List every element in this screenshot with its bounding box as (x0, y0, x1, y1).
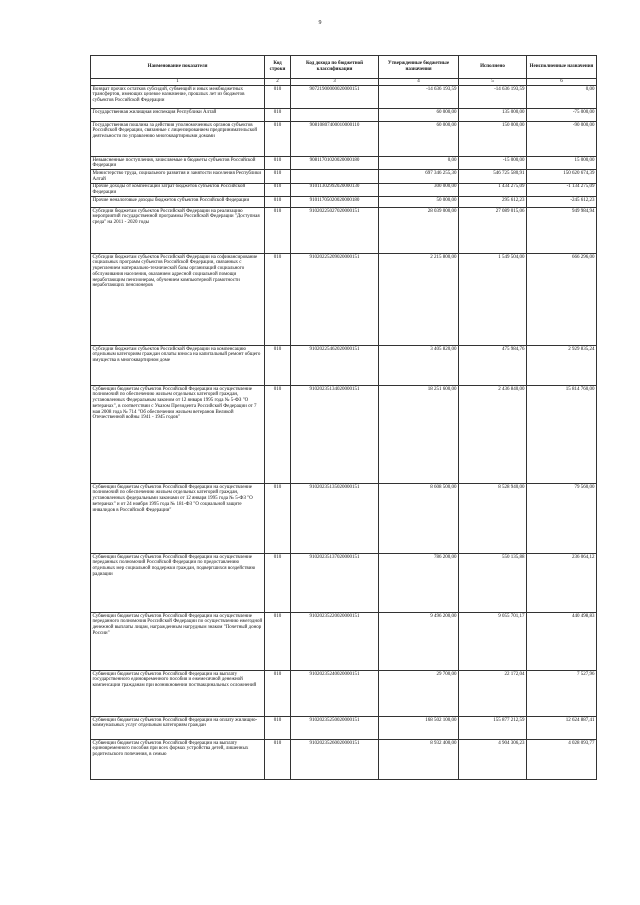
row-income-code-cell: 90721900000020000151 (291, 86, 379, 109)
row-name-cell: Министерство труда, социального развития и занятости населения Республики Алтай (91, 170, 265, 183)
row-name-cell: Субсидии бюджетам субъектов Российской Федерации на компенсацию отдельным категориям граждан оплаты взноса на капитальный ремонт общего имущества в многоквартирном доме (91, 346, 265, 386)
row-code-cell: 010 (265, 208, 291, 254)
row-approved-cell: 786 200,00 (379, 554, 459, 613)
row-code-cell: 010 (265, 197, 291, 208)
row-unexecuted-cell: 12 624 887,41 (527, 717, 597, 740)
row-unexecuted-cell: 236 064,12 (527, 554, 597, 613)
table-row (91, 183, 597, 196)
row-name-cell: Субвенции бюджетам субъектов Российской Федерации на оплату жилищно-коммунальных услуг отдельным категориям граждан (91, 717, 265, 740)
row-unexecuted-cell: 949 984,94 (527, 208, 597, 254)
budget-execution-table (90, 55, 597, 780)
header-unexecuted: Неисполненные назначения (527, 56, 597, 79)
row-approved-cell: 18 251 600,00 (379, 386, 459, 484)
header-approved: Утвержденные бюджетные назначения (379, 56, 459, 79)
row-code-cell: 010 (265, 346, 291, 386)
row-executed-cell: 150 000,00 (459, 122, 527, 157)
row-code-cell: 010 (265, 170, 291, 183)
row-income-code-cell: 91011705020020000180 (291, 197, 379, 208)
row-code-cell: 010 (265, 183, 291, 196)
table-row (91, 197, 597, 208)
table-row (91, 254, 597, 346)
row-income-code-cell: 91020235134020000151 (291, 386, 379, 484)
row-executed-cell: 155 877 212,59 (459, 717, 527, 740)
row-code-cell: 010 (265, 86, 291, 109)
row-unexecuted-cell: 15 000,00 (527, 157, 597, 170)
table-row (91, 170, 597, 183)
row-unexecuted-cell: 4 028 093,77 (527, 740, 597, 780)
row-code-cell: 010 (265, 717, 291, 740)
column-number: 4 (379, 79, 459, 86)
row-code-cell: 010 (265, 254, 291, 346)
row-income-code-cell: 91020225462020000151 (291, 346, 379, 386)
row-income-code-cell: 91020235137020000151 (291, 554, 379, 613)
table-row (91, 484, 597, 554)
header-code: Код строки (265, 56, 291, 79)
row-approved-cell: 3 405 820,00 (379, 346, 459, 386)
row-income-code-cell: 90810807400010000110 (291, 122, 379, 157)
row-name-cell: Субсидии бюджетам субъектов Российской Федерации на реализацию мероприятий государственной программы Российской Федерации "Доступная среда" на 2011 - 2020 годы (91, 208, 265, 254)
header-executed: Исполнено (459, 56, 527, 79)
row-income-code-cell: 91020235220020000151 (291, 613, 379, 671)
row-executed-cell: 1 549 504,00 (459, 254, 527, 346)
table-row (91, 346, 597, 386)
table-row (91, 86, 597, 109)
row-code-cell: 010 (265, 109, 291, 122)
row-unexecuted-cell: -245 612,23 (527, 197, 597, 208)
row-income-code-cell: 91020235135020000151 (291, 484, 379, 554)
row-unexecuted-cell: 150 620 674,39 (527, 170, 597, 183)
row-unexecuted-cell: 79 560,00 (527, 484, 597, 554)
row-approved-cell: 60 000,00 (379, 109, 459, 122)
row-executed-cell: 546 725 580,91 (459, 170, 527, 183)
row-executed-cell: -14 636 193,59 (459, 86, 527, 109)
row-name-cell: Субсидии бюджетам субъектов Российской Федерации на софинансирование социальных программ субъектов Российской Федерации, связанных с укреплением материально-технической базы организаций социального обслуживания населения, оказанием адресной социальной помощи неработающим пенсионерам, обучением компьютерной грамотности неработающих пенсионеров (91, 254, 265, 346)
column-number: 6 (527, 79, 597, 86)
row-name-cell: Государственная жилищная инспекция Республики Алтай (91, 109, 265, 122)
row-income-code-cell: 90811701020020000180 (291, 157, 379, 170)
row-approved-cell: 50 000,00 (379, 197, 459, 208)
row-income-code-cell: 91020225209020000151 (291, 254, 379, 346)
row-name-cell: Субвенции бюджетам субъектов Российской Федерации на осуществление переданных полномочий Российской Федерации по предоставлению отдельных мер социальной поддержки граждан, подвергшихся воздействию радиации (91, 554, 265, 613)
row-name-cell: Субвенции бюджетам субъектов Российской Федерации на осуществление полномочий по обеспечению жильем отдельных категорий граждан, установленных федеральными законами от 12 января 1995 года № 5-ФЗ "О ветеранах" и от 24 ноября 1995 года № 181-ФЗ "О социальной защите инвалидов в Российской Федерации" (91, 484, 265, 554)
row-executed-cell: 475 984,76 (459, 346, 527, 386)
row-executed-cell: 8 528 940,00 (459, 484, 527, 554)
row-income-code-cell (291, 170, 379, 183)
row-name-cell: Субвенции бюджетам субъектов Российской Федерации на осуществление переданного полномочия Российской Федерации по осуществлению ежегодной денежной выплаты лицам, награжденным нагрудным знаком "Почетный донор России" (91, 613, 265, 671)
row-executed-cell: 22 172,04 (459, 671, 527, 717)
row-unexecuted-cell: 440 498,83 (527, 613, 597, 671)
row-income-code-cell (291, 109, 379, 122)
row-name-cell: Прочие доходы от компенсации затрат бюджетов субъектов Российской Федерации (91, 183, 265, 196)
row-executed-cell: 2 436 840,00 (459, 386, 527, 484)
table-row (91, 671, 597, 717)
row-code-cell: 010 (265, 386, 291, 484)
table-row (91, 386, 597, 484)
row-code-cell: 010 (265, 671, 291, 717)
row-approved-cell: 8 932 400,00 (379, 740, 459, 780)
row-approved-cell: 8 608 500,00 (379, 484, 459, 554)
page-number: 9 (318, 20, 322, 26)
row-executed-cell: 135 000,00 (459, 109, 527, 122)
row-code-cell: 010 (265, 613, 291, 671)
row-name-cell: Субвенции бюджетам субъектов Российской Федерации на выплату государственного единовременного пособия и ежемесячной денежной компенсации гражданам при возникновении поствакцинальных осложнений (91, 671, 265, 717)
table-row (91, 554, 597, 613)
table-row (91, 109, 597, 122)
table-row (91, 208, 597, 254)
row-executed-cell: 1 434 275,09 (459, 183, 527, 196)
row-approved-cell: 2 215 800,00 (379, 254, 459, 346)
row-executed-cell: 27 089 015,06 (459, 208, 527, 254)
column-number-row (91, 79, 597, 86)
header-name: Наименование показателя (91, 56, 265, 79)
row-name-cell: Субвенции бюджетам субъектов Российской Федерации на выплату единовременного пособия при всех формах устройства детей, лишенных родительского попечения, в семью (91, 740, 265, 780)
row-executed-cell: 550 135,88 (459, 554, 527, 613)
row-income-code-cell: 91020235240020000151 (291, 671, 379, 717)
row-approved-cell: 28 039 000,00 (379, 208, 459, 254)
row-income-code-cell: 91011302992020000130 (291, 183, 379, 196)
row-income-code-cell: 91020235250020000151 (291, 717, 379, 740)
row-approved-cell: 168 502 100,00 (379, 717, 459, 740)
row-unexecuted-cell: 7 527,96 (527, 671, 597, 717)
column-number: 2 (265, 79, 291, 86)
row-unexecuted-cell: -1 134 275,09 (527, 183, 597, 196)
row-name-cell: Возврат прочих остатков субсидий, субвенций и иных межбюджетных трансфертов, имеющих целевое назначение, прошлых лет из бюджетов субъектов Российской Федерации (91, 86, 265, 109)
row-unexecuted-cell: 2 929 835,24 (527, 346, 597, 386)
row-unexecuted-cell: 666 296,00 (527, 254, 597, 346)
row-income-code-cell: 91020235260020000151 (291, 740, 379, 780)
table-header-row (91, 56, 597, 79)
row-executed-cell: 295 612,23 (459, 197, 527, 208)
row-name-cell: Субвенции бюджетам субъектов Российской Федерации на осуществление полномочий по обеспечению жильем отдельных категорий граждан, установленных Федеральным законом от 12 января 1995 года № 5-ФЗ "О ветеранах", в соответствии с Указом Президента Российской Федерации от 7 мая 2008 года № 714 "Об обеспечении жильем ветеранов Великой Отечественной войны 1941 - 1945 годов" (91, 386, 265, 484)
column-number: 5 (459, 79, 527, 86)
row-approved-cell: 29 700,00 (379, 671, 459, 717)
header-income-code: Код дохода по бюджетной классификации (291, 56, 379, 79)
row-executed-cell: 9 055 701,17 (459, 613, 527, 671)
row-code-cell: 010 (265, 484, 291, 554)
row-code-cell: 010 (265, 554, 291, 613)
row-income-code-cell: 91020225027020000151 (291, 208, 379, 254)
table-row (91, 740, 597, 780)
column-number: 1 (91, 79, 265, 86)
row-approved-cell: 9 496 200,00 (379, 613, 459, 671)
table-row (91, 717, 597, 740)
column-number: 3 (291, 79, 379, 86)
row-name-cell: Невыясненные поступления, зачисляемые в бюджеты субъектов Российской Федерации (91, 157, 265, 170)
table-row (91, 157, 597, 170)
row-unexecuted-cell: -90 000,00 (527, 122, 597, 157)
row-approved-cell: 300 000,00 (379, 183, 459, 196)
row-approved-cell: 0,00 (379, 157, 459, 170)
table-row (91, 613, 597, 671)
row-name-cell: Государственная пошлина за действия уполномоченных органов субъектов Российской Федерации, связанные с лицензированием предпринимательской деятельности по управлению многоквартирными домами (91, 122, 265, 157)
row-approved-cell: 60 000,00 (379, 122, 459, 157)
row-code-cell: 010 (265, 122, 291, 157)
table-row (91, 122, 597, 157)
row-unexecuted-cell: 0,00 (527, 86, 597, 109)
table-body (91, 86, 597, 780)
row-executed-cell: 4 904 306,23 (459, 740, 527, 780)
row-name-cell: Прочие неналоговые доходы бюджетов субъектов Российской Федерации (91, 197, 265, 208)
row-executed-cell: -15 000,00 (459, 157, 527, 170)
row-approved-cell: -14 636 193,59 (379, 86, 459, 109)
row-approved-cell: 697 346 255,30 (379, 170, 459, 183)
row-unexecuted-cell: -75 000,00 (527, 109, 597, 122)
row-unexecuted-cell: 15 814 760,00 (527, 386, 597, 484)
row-code-cell: 010 (265, 740, 291, 780)
row-code-cell: 010 (265, 157, 291, 170)
